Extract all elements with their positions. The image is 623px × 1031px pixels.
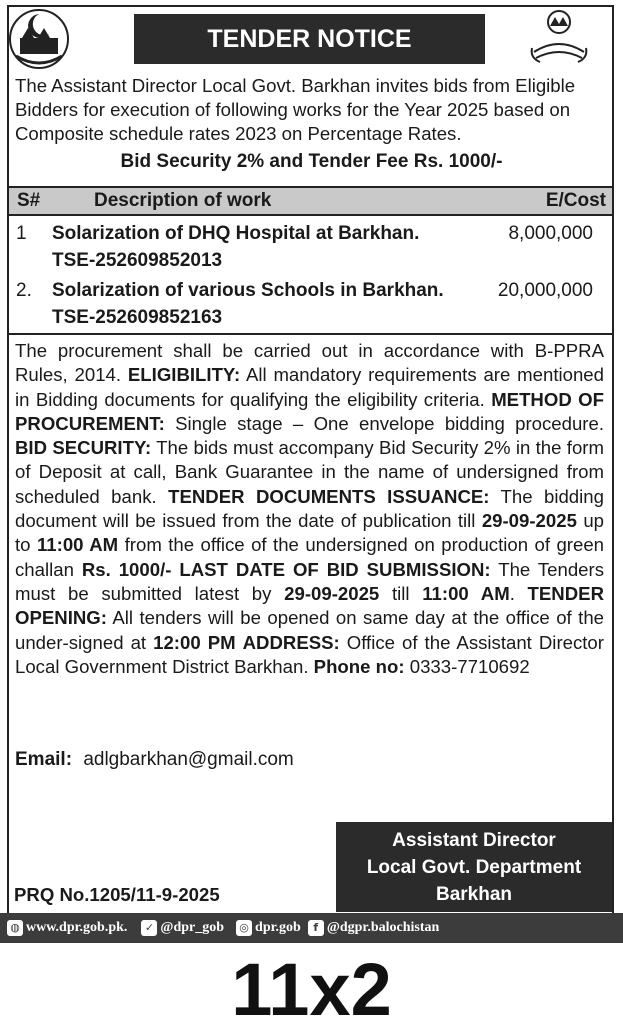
email-line	[15, 749, 294, 771]
last-date-time: 11:00 AM	[422, 582, 510, 604]
notice-body: The procurement shall be carried out in accordance with B-PPRA Rules, 2014. ELIGIBILITY: All mandatory requirements are mentioned in Bidding documents for qualifying the eligibility criteria. METHOD OF PROCUREMENT: Single stage – One envelope bidding procedure. BID SECURITY: The bids must accompany Bid Security 2% in the form of Deposit at call, Bank Guarantee in the name of undersigned from scheduled bank. TENDER DOCUMENTS ISSUANCE: The bidding document will be issued from the date of publication till 29-09-2025 up to 11:00 AM from the office of the undersigned on production of green challan Rs. 1000/- LAST DATE OF BID SUBMISSION: The Tenders must be submitted latest by 29-09-2025 till 11:00 AM. TENDER OPENING: All tenders will be opened on same day at the office of the under-signed at 12:00 PM ADDRESS: Office of the Assistant Director Local Government District Barkhan. Phone no: 0333-7710692	[15, 340, 605, 677]
footer-instagram[interactable]	[236, 920, 301, 936]
signature-box	[336, 822, 612, 912]
row-cost: 8,000,000	[508, 223, 593, 244]
email-address[interactable]: adlgbarkhan@gmail.com	[83, 749, 294, 770]
section-divider	[9, 333, 612, 335]
eligibility-heading: ELIGIBILITY:	[127, 364, 241, 386]
phone-heading: Phone no:	[313, 655, 405, 677]
issuance-date: 29-09-2025	[481, 510, 577, 532]
header-description: Description of work	[94, 190, 272, 211]
signature-department: Local Govt. Department	[366, 857, 582, 878]
twitter-icon: ✓	[141, 920, 157, 936]
footer-instagram-text: dpr.gob	[255, 920, 301, 935]
row-sn: 2.	[16, 280, 32, 301]
phone-number: 0333-7710692	[409, 655, 530, 677]
last-date: 29-09-2025	[284, 582, 380, 604]
issuance-text-3: from the office of the undersigned on production of green challan	[15, 534, 605, 580]
ad-size-label: 11x2	[231, 948, 392, 1031]
instagram-icon: ◎	[236, 920, 252, 936]
footer-web-text: www.dpr.gob.pk.	[26, 920, 128, 935]
bid-security-heading: BID SECURITY:	[15, 437, 152, 459]
row-sn: 1	[16, 223, 27, 244]
row-description: Solarization of various Schools in Barkhan.	[52, 280, 444, 301]
last-date-text-2: till	[391, 582, 410, 604]
eligibility-text: All mandatory requirements are mentioned in Bidding documents for qualifying the eligibility criteria.	[15, 364, 604, 410]
bid-security-text: The bids must accompany Bid Security 2% in the form of Deposit at call, Bank Guarantee in the name of undersigned from scheduled bank.	[15, 437, 604, 507]
method-heading: METHOD OF PROCUREMENT:	[15, 388, 604, 434]
facebook-icon: f	[308, 920, 324, 936]
row-tse: TSE-252609852163	[52, 307, 223, 328]
footer-twitter[interactable]	[141, 920, 224, 936]
intro-paragraph: The Assistant Director Local Govt. Barkhan invites bids from Eligible Bidders for execution of following works for the Year 2025 based on Composite schedule rates 2023 on Percentage Rates.	[15, 75, 576, 144]
signature-title: Assistant Director	[392, 830, 556, 851]
opening-heading: TENDER OPENING:	[15, 582, 604, 629]
last-date-heading: LAST DATE OF BID SUBMISSION:	[179, 558, 491, 580]
opening-text: All tenders will be opened on same day at the office of the under-signed at	[15, 607, 605, 653]
row-cost: 20,000,000	[497, 280, 593, 301]
header-sn: S#	[17, 190, 41, 211]
row-description: Solarization of DHQ Hospital at Barkhan.	[52, 223, 420, 244]
method-text: Single stage – One envelope bidding procedure.	[175, 412, 604, 434]
footer-twitter-text: @dpr_gob	[160, 920, 225, 935]
signature-location: Barkhan	[435, 884, 513, 905]
row-tse: TSE-252609852013	[52, 250, 223, 271]
procurement-rules-text: The procurement shall be carried out in accordance with B-PPRA Rules, 2014.	[15, 340, 604, 386]
opening-time: 12:00 PM	[153, 631, 236, 653]
issuance-text: The bidding document will be issued from the date of publication till	[15, 485, 604, 532]
prq-number: PRQ No.1205/11-9-2025	[14, 884, 220, 905]
footer-web[interactable]	[7, 920, 127, 936]
address-text: Office of the Assistant Director Local Government District Barkhan.	[15, 631, 604, 677]
address-heading: ADDRESS:	[242, 631, 340, 653]
last-date-text: The Tenders must be submitted latest by	[15, 558, 604, 604]
footer-bar	[0, 913, 623, 943]
issuance-text-2: up to	[15, 510, 604, 556]
bid-security-line: Bid Security 2% and Tender Fee Rs. 1000/-	[120, 151, 503, 172]
issuance-heading: TENDER DOCUMENTS ISSUANCE:	[168, 485, 490, 507]
tender-notice-title: TENDER NOTICE	[134, 14, 485, 64]
footer-facebook-text: @dgpr.balochistan	[326, 920, 440, 935]
tender-fee: Rs. 1000/-	[81, 558, 172, 580]
table-header	[9, 186, 612, 216]
dpr-emblem-logo	[528, 8, 590, 70]
footer-facebook[interactable]	[308, 920, 440, 936]
email-heading: Email:	[15, 749, 73, 770]
balochistan-emblem-logo	[8, 8, 70, 70]
header-cost: E/Cost	[545, 190, 606, 211]
issuance-time: 11:00 AM	[36, 534, 119, 556]
globe-icon: ◍	[7, 920, 23, 936]
